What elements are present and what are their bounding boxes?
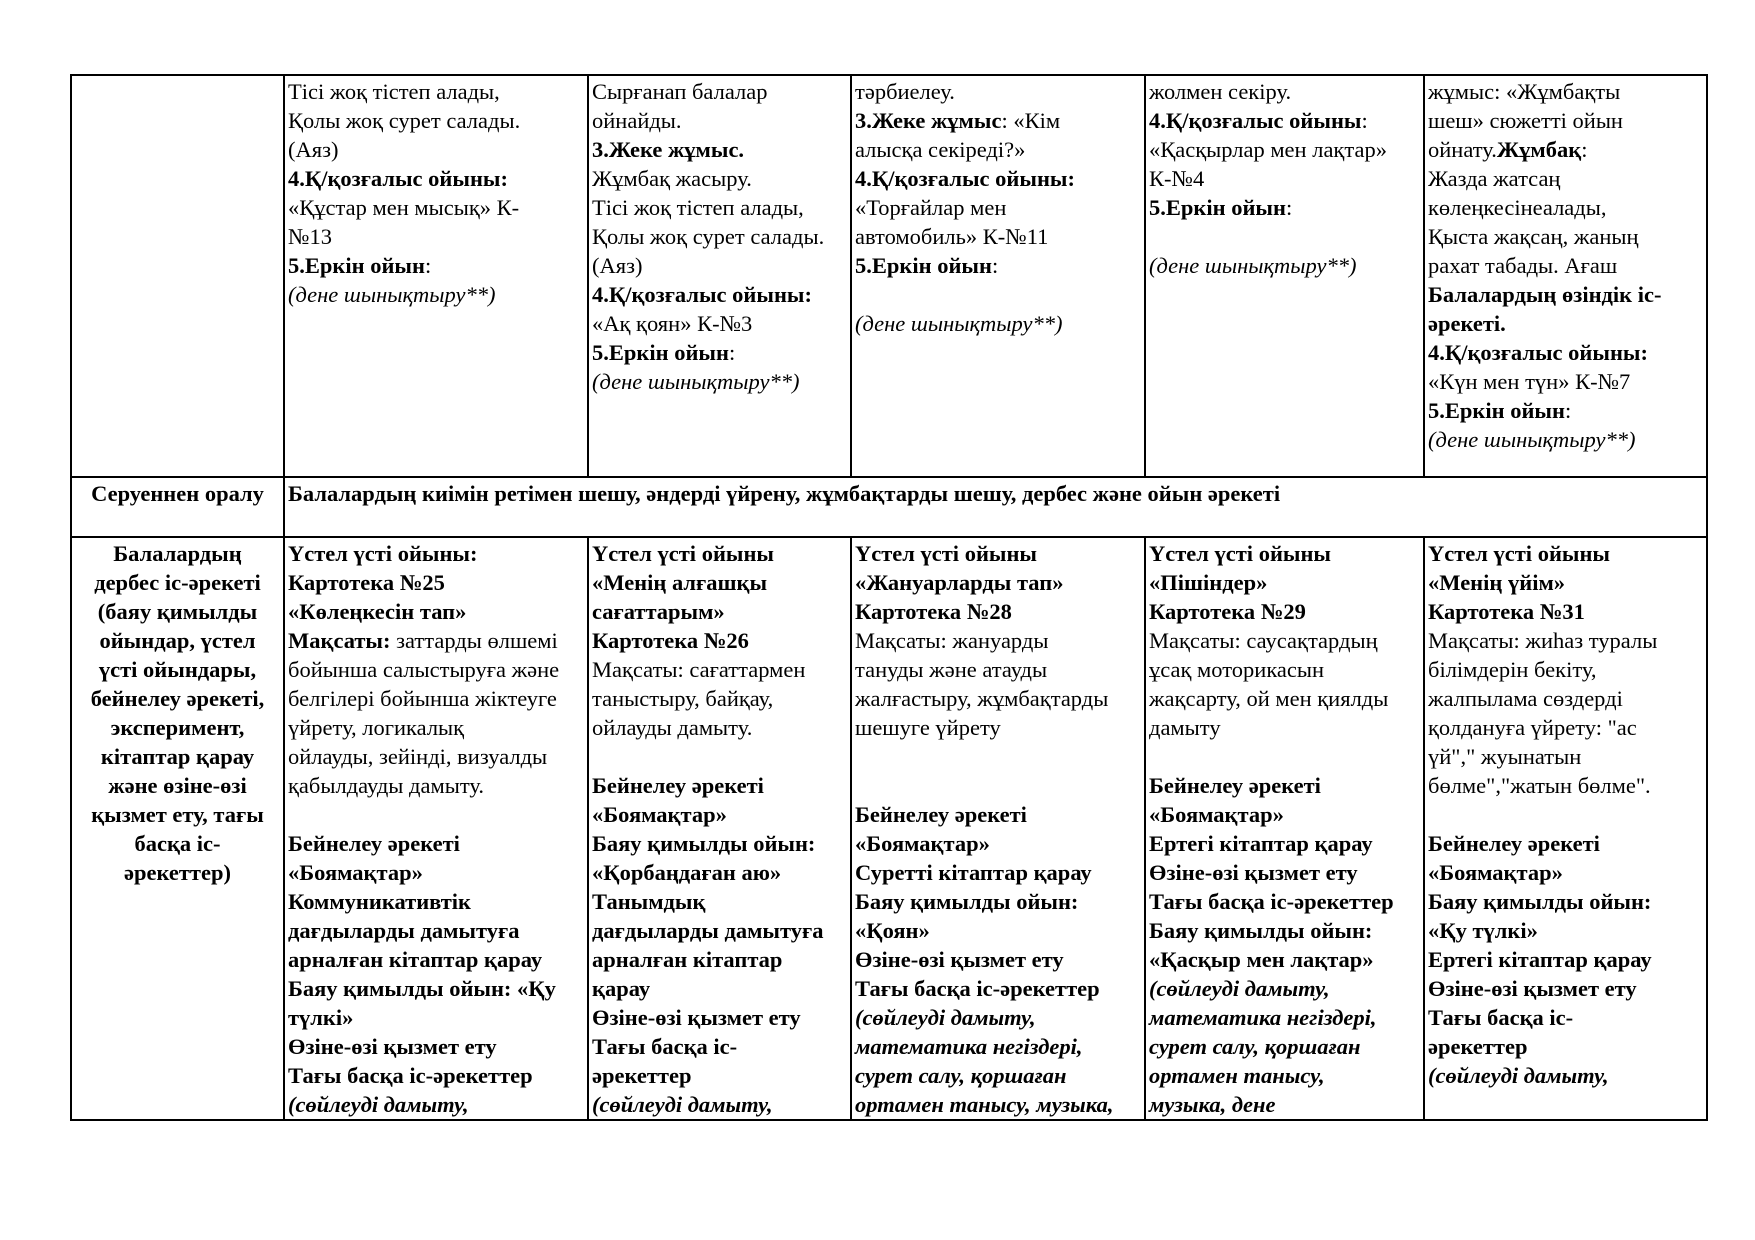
cell-line: «Қасқыр мен лақтар» [1149, 947, 1374, 972]
cell-line: жалғастыру, жұмбақтарды [855, 686, 1109, 711]
cell-line: Балалардың өзіндік іс- [1428, 282, 1662, 307]
label-line: әрекеттер) [124, 860, 231, 885]
label-line: эксперимент, [110, 715, 245, 740]
cell-line: (сөйлеуді дамыту, [1149, 976, 1330, 1001]
cell-line: арналған кітаптар қарау [288, 947, 543, 972]
cell-line: 5.Еркін ойын: [1149, 195, 1293, 220]
cell-line: (дене шынықтыру**) [1149, 253, 1357, 278]
cell-line: 5.Еркін ойын: [592, 340, 736, 365]
cell-line: Мақсаты: жиһаз туралы [1428, 628, 1658, 653]
cell-line: Қолы жоқ сурет салады. [288, 108, 521, 133]
cell-line: Баяу қимылды ойын: [855, 889, 1079, 914]
cell-line: үй"," жуынатын [1428, 744, 1582, 769]
blank-line [855, 771, 1141, 800]
cell-line: 5.Еркін ойын: [855, 253, 999, 278]
table-cell [1424, 75, 1707, 477]
table-cell [284, 537, 588, 1120]
cell-line: дағдыларды дамытуға [288, 918, 520, 943]
cell-line: Үстел үсті ойыны [1149, 541, 1331, 566]
table-cell [851, 75, 1145, 477]
cell-line: (дене шынықтыру**) [1428, 427, 1636, 452]
cell-line: Өзіне-өзі қызмет ету [288, 1034, 497, 1059]
cell-line: 4.Қ/қозғалыс ойыны: [855, 166, 1075, 191]
cell-line: қабылдауды дамыту. [288, 773, 484, 798]
cell-line: (Аяз) [288, 137, 339, 162]
cell-line: сағаттарым» [592, 599, 725, 624]
cell-line: (дене шынықтыру**) [288, 282, 496, 307]
cell-line: жолмен секіру. [1149, 79, 1292, 104]
table-cell [588, 75, 851, 477]
cell-line: «Менің алғашқы [592, 570, 768, 595]
cell-line: музыка, дене [1149, 1092, 1276, 1117]
cell-line: Бейнелеу әрекеті [288, 831, 460, 856]
cell-line: Картотека №26 [592, 628, 749, 653]
table-cell [851, 537, 1145, 1120]
cell-line: Баяу қимылды ойын: [592, 831, 816, 856]
blank-line [855, 742, 1141, 771]
cell-line: (дене шынықтыру**) [592, 369, 800, 394]
table-row [71, 75, 1707, 477]
cell-line: Бейнелеу әрекеті [592, 773, 764, 798]
label-line: кітаптар қарау [100, 744, 255, 769]
cell-line: Өзіне-өзі қызмет ету [1428, 976, 1637, 1001]
cell-line: сурет салу, қоршаған [1149, 1034, 1361, 1059]
blank-line [1149, 222, 1420, 251]
cell-line: жалпылама сөздерді [1428, 686, 1623, 711]
blank-line [855, 280, 1141, 309]
cell-line: дағдыларды дамытуға [592, 918, 824, 943]
cell-line: жақсарту, ой мен қиялды [1149, 686, 1389, 711]
cell-line: «Жануарларды тап» [855, 570, 1064, 595]
cell-line: сурет салу, қоршаған [855, 1063, 1067, 1088]
cell-line: рахат табады. Ағаш [1428, 253, 1618, 278]
cell-line: (сөйлеуді дамыту, [855, 1005, 1036, 1030]
cell-line: Тағы басқа іс- [1428, 1005, 1574, 1030]
cell-line: математика негіздері, [855, 1034, 1083, 1059]
cell-line: (сөйлеуді дамыту, [1428, 1063, 1609, 1088]
table-cell [588, 537, 851, 1120]
cell-line: 3.Жеке жұмыс: «Кім [855, 108, 1061, 133]
cell-line: Мақсаты: заттарды өлшемі [288, 628, 558, 653]
cell-line: таныстыру, байқау, [592, 686, 774, 711]
cell-line: 5.Еркін ойын: [1428, 398, 1572, 423]
cell-line: Бейнелеу әрекеті [1428, 831, 1600, 856]
label-line: басқа іс- [134, 831, 221, 856]
cell-line: тануды және атауды [855, 657, 1048, 682]
cell-line: Мақсаты: саусақтардың [1149, 628, 1378, 653]
cell-line: «Торғайлар мен [855, 195, 1007, 220]
cell-line: Өзіне-өзі қызмет ету [855, 947, 1064, 972]
cell-line: К-№4 [1149, 166, 1205, 191]
cell-line: Тағы басқа іс-әрекеттер [288, 1063, 533, 1088]
blank-line [1428, 800, 1703, 829]
row-text: Балалардың киімін ретімен шешу, әндерді үйрену, жұмбақтарды шешу, дербес және ойын әрекеті [284, 477, 1707, 537]
cell-line: Үстел үсті ойыны: [288, 541, 478, 566]
cell-line: Ертегі кітаптар қарау [1428, 947, 1652, 972]
cell-line: қолдануға үйрету: "ас [1428, 715, 1637, 740]
table-row [71, 477, 1707, 537]
cell-line: қарау [592, 976, 651, 1001]
cell-line: ортамен танысу, музыка, [855, 1092, 1114, 1117]
cell-line: Баяу қимылды ойын: [1149, 918, 1373, 943]
cell-line: Бейнелеу әрекеті [855, 802, 1027, 827]
cell-line: бөлме","жатын бөлме". [1428, 773, 1651, 798]
cell-line: (сөйлеуді дамыту, [288, 1092, 469, 1117]
cell-line: 5.Еркін ойын: [288, 253, 432, 278]
cell-line: Баяу қимылды ойын: [1428, 889, 1652, 914]
table-cell [1145, 75, 1424, 477]
blank-line [288, 800, 584, 829]
cell-line: Тағы басқа іс-әрекеттер [1149, 889, 1394, 914]
cell-line: Сырғанап балалар [592, 79, 768, 104]
cell-line: Ертегі кітаптар қарау [1149, 831, 1373, 856]
cell-line: Тағы басқа іс- [592, 1034, 738, 1059]
blank-line [1149, 742, 1420, 771]
cell-line: Тағы басқа іс-әрекеттер [855, 976, 1100, 1001]
cell-line: Коммуникативтік [288, 889, 472, 914]
cell-line: Тісі жоқ тістеп алады, [592, 195, 804, 220]
cell-line: әрекеттер [1428, 1034, 1528, 1059]
cell-line: Жұмбақ жасыру. [592, 166, 752, 191]
row-label-empty [71, 75, 284, 477]
cell-line: алысқа секіреді?» [855, 137, 1026, 162]
cell-line: №13 [288, 224, 332, 249]
label-line: қызмет ету, тағы [91, 802, 264, 827]
cell-line: ойлауды дамыту. [592, 715, 753, 740]
table-cell [1145, 537, 1424, 1120]
label-line: бейнелеу әрекеті, [90, 686, 265, 711]
cell-line: Бейнелеу әрекеті [1149, 773, 1321, 798]
cell-line: Үстел үсті ойыны [855, 541, 1037, 566]
cell-line: үйрету, логикалық [288, 715, 465, 740]
table-row [71, 537, 1707, 1120]
cell-line: Баяу қимылды ойын: «Қу [288, 976, 556, 1001]
cell-line: «Менің үйім» [1428, 570, 1566, 595]
cell-line: түлкі» [288, 1005, 354, 1030]
cell-line: Қолы жоқ сурет салады. [592, 224, 825, 249]
cell-line: 4.Қ/қозғалыс ойыны: [1428, 340, 1648, 365]
cell-line: (Аяз) [592, 253, 643, 278]
cell-line: Картотека №31 [1428, 599, 1585, 624]
cell-line: тәрбиелеу. [855, 79, 955, 104]
cell-line: математика негіздері, [1149, 1005, 1377, 1030]
cell-line: Өзіне-өзі қызмет ету [592, 1005, 801, 1030]
cell-line: Жазда жатсаң [1428, 166, 1561, 191]
cell-line: «Көлеңкесін тап» [288, 599, 467, 624]
cell-line: Үстел үсті ойыны [592, 541, 774, 566]
cell-line: арналған кітаптар [592, 947, 783, 972]
cell-line: (дене шынықтыру**) [855, 311, 1063, 336]
cell-line: шеш» сюжетті ойын [1428, 108, 1623, 133]
label-line: (баяу қимылды [97, 599, 258, 624]
cell-line: дамыту [1149, 715, 1221, 740]
cell-line: ұсақ моторикасын [1149, 657, 1325, 682]
cell-line: 3.Жеке жұмыс. [592, 137, 745, 162]
label-line: ойындар, үстел [99, 628, 256, 653]
cell-line: «Қасқырлар мен лақтар» [1149, 137, 1387, 162]
cell-line: «Пішіндер» [1149, 570, 1268, 595]
cell-line: (сөйлеуді дамыту, [592, 1092, 773, 1117]
cell-line: Картотека №25 [288, 570, 445, 595]
cell-line: Танымдық [592, 889, 706, 914]
cell-line: Мақсаты: сағаттармен [592, 657, 806, 682]
cell-line: «Қу түлкі» [1428, 918, 1538, 943]
cell-line: көлеңкесінеалады, [1428, 195, 1607, 220]
cell-line: ортамен танысу, [1149, 1063, 1325, 1088]
cell-line: әрекеттер [592, 1063, 692, 1088]
blank-line [592, 742, 847, 771]
cell-line: білімдерін бекіту, [1428, 657, 1597, 682]
cell-line: ойнату.Жұмбақ: [1428, 137, 1588, 162]
label-line: Балалардың [113, 541, 242, 566]
cell-line: «Күн мен түн» К-№7 [1428, 369, 1631, 394]
cell-line: Қыста жақсаң, жаның [1428, 224, 1639, 249]
label-line: үсті ойындары, [98, 657, 257, 682]
cell-line: Картотека №28 [855, 599, 1012, 624]
row-label [71, 537, 284, 1120]
cell-line: 4.Қ/қозғалыс ойыны: [592, 282, 812, 307]
cell-line: автомобиль» К-№11 [855, 224, 1049, 249]
cell-line: «Боямақтар» [592, 802, 727, 827]
cell-line: «Қорбаңдаған аю» [592, 860, 782, 885]
cell-line: Үстел үсті ойыны [1428, 541, 1610, 566]
cell-line: бойынша салыстыруға және [288, 657, 560, 682]
cell-line: әрекеті. [1428, 311, 1506, 336]
cell-line: 4.Қ/қозғалыс ойыны: [1149, 108, 1368, 133]
label-line: және өзіне-өзі [108, 773, 247, 798]
cell-line: «Боямақтар» [1149, 802, 1284, 827]
cell-line: Өзіне-өзі қызмет ету [1149, 860, 1358, 885]
table-cell [1424, 537, 1707, 1120]
daily-plan-table [70, 74, 1708, 1121]
cell-line: «Қоян» [855, 918, 930, 943]
cell-line: Мақсаты: жануарды [855, 628, 1049, 653]
cell-line: 4.Қ/қозғалыс ойыны: [288, 166, 508, 191]
cell-line: «Боямақтар» [288, 860, 423, 885]
cell-line: белгілері бойынша жіктеуге [288, 686, 557, 711]
cell-line: ойнайды. [592, 108, 682, 133]
cell-line: Картотека №29 [1149, 599, 1306, 624]
row-label: Серуеннен оралу [71, 477, 284, 537]
cell-line: «Ақ қоян» К-№3 [592, 311, 753, 336]
cell-line: шешуге үйрету [855, 715, 1001, 740]
label-line: дербес іс-әрекеті [94, 570, 261, 595]
cell-line: «Боямақтар» [1428, 860, 1563, 885]
cell-line: ойлауды, зейінді, визуалды [288, 744, 548, 769]
table-cell [284, 75, 588, 477]
cell-line: жұмыс: «Жұмбақты [1428, 79, 1621, 104]
cell-line: «Боямақтар» [855, 831, 990, 856]
cell-line: Тісі жоқ тістеп алады, [288, 79, 500, 104]
cell-line: Суретті кітаптар қарау [855, 860, 1092, 885]
cell-line: «Құстар мен мысық» К- [288, 195, 520, 220]
